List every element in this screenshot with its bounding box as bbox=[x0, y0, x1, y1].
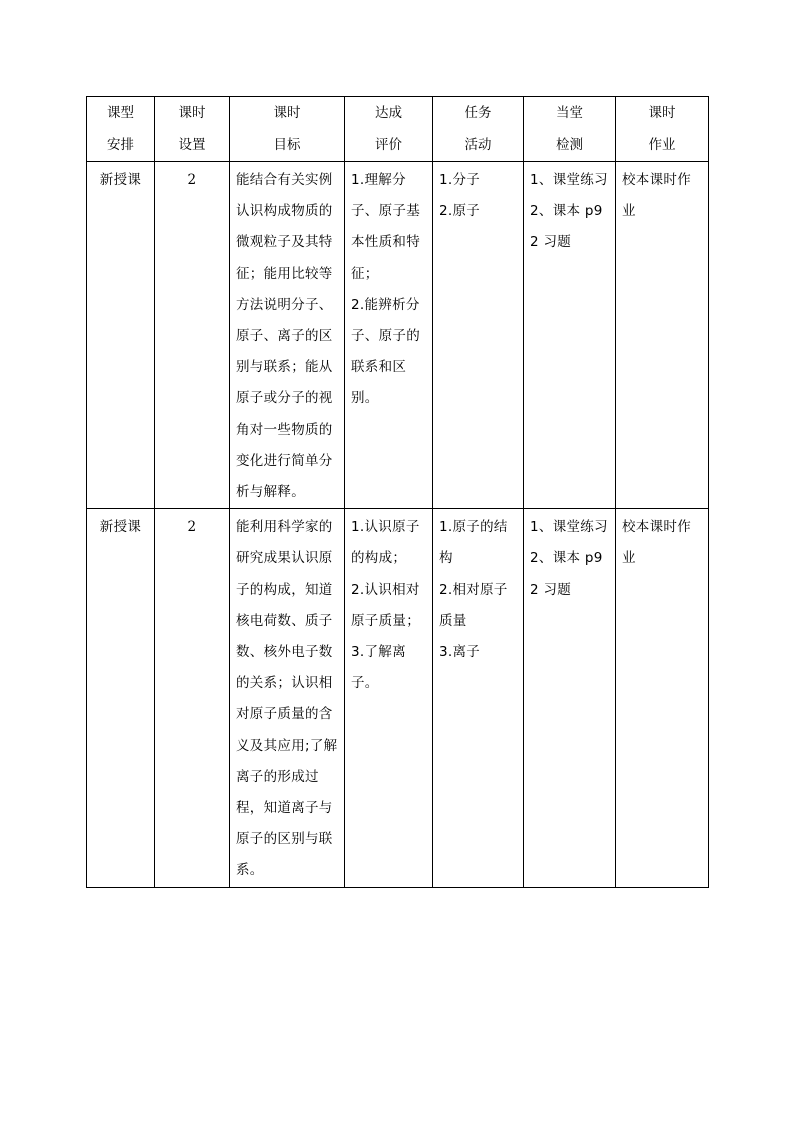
cell-goal: 能利用科学家的研究成果认识原子的构成，知道核电荷数、质子数、核外电子数的关系；认识相对原子质量的含义及其应用;了解离子的形成过程，知道离子与原子的区别与联系。 bbox=[230, 509, 345, 887]
cell-hours: 2 bbox=[155, 509, 230, 887]
cell-activities: 1.分子 2.原子 bbox=[433, 162, 524, 509]
header-lesson-type: 课型 安排 bbox=[87, 97, 155, 162]
cell-activities: 1.原子的结构 2.相对原子质量 3.离子 bbox=[433, 509, 524, 887]
header-activities: 任务 活动 bbox=[433, 97, 524, 162]
header-goal: 课时 目标 bbox=[230, 97, 345, 162]
cell-lesson-type: 新授课 bbox=[87, 162, 155, 509]
cell-evaluation: 1.理解分子、原子基本性质和特征； 2.能辨析分子、原子的联系和区别。 bbox=[345, 162, 433, 509]
cell-homework: 校本课时作业 bbox=[616, 162, 709, 509]
cell-hours: 2 bbox=[155, 162, 230, 509]
cell-check: 1、课堂练习 2、课本 p92 习题 bbox=[524, 509, 616, 887]
lesson-plan-table bbox=[86, 96, 709, 888]
table-row bbox=[87, 509, 709, 887]
table-row bbox=[87, 162, 709, 509]
cell-goal: 能结合有关实例认识构成物质的微观粒子及其特征；能用比较等方法说明分子、原子、离子的区别与联系；能从原子或分子的视角对一些物质的变化进行简单分析与解释。 bbox=[230, 162, 345, 509]
header-hours: 课时 设置 bbox=[155, 97, 230, 162]
header-homework: 课时 作业 bbox=[616, 97, 709, 162]
cell-evaluation: 1.认识原子的构成； 2.认识相对原子质量； 3.了解离子。 bbox=[345, 509, 433, 887]
header-check: 当堂 检测 bbox=[524, 97, 616, 162]
cell-check: 1、课堂练习 2、课本 p92 习题 bbox=[524, 162, 616, 509]
cell-lesson-type: 新授课 bbox=[87, 509, 155, 887]
cell-homework: 校本课时作业 bbox=[616, 509, 709, 887]
table-header-row bbox=[87, 97, 709, 162]
header-evaluation: 达成 评价 bbox=[345, 97, 433, 162]
